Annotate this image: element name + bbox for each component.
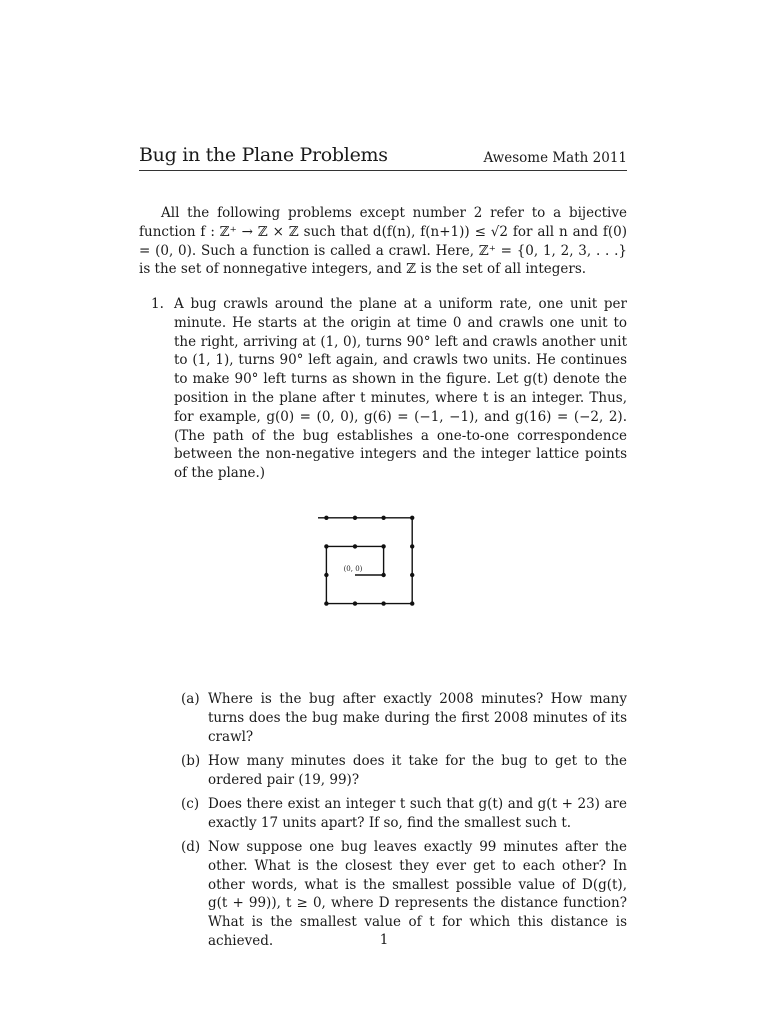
page-number: 1 (379, 932, 389, 948)
part-label: (d) (181, 839, 201, 856)
intro-paragraph: All the following problems except number 2 refer to a bijective function f : ℤ⁺ → ℤ × ℤ such that d(f(n), f(n+1)) ≤ √2 for all n and f(0) = (0, 0). Such a function is called a crawl. Here, ℤ⁺ = {0, 1, 2, 3, . . .} is the set of nonnegative integers, and ℤ is the set of all integers. (139, 205, 627, 278)
part-label: (a) (181, 691, 200, 707)
problem-text: A bug crawls around the plane at a uniform rate, one unit per minute. He starts at the origin at time 0 and crawls one unit to the right, arriving at (1, 0), turns 90° left and crawls another unit to (1, 1), turns 90° left again, and crawls two units. He continues to make 90° left turns as shown in the figure. Let g(t) denote the position in the plane after t minutes, where t is an integer. Thus, for example, g(0) = (0, 0), g(6) = (−1, −1), and g(16) = (−2, 2). (The path of the bug establishes a one-to-one correspondence between the non-negative integers and the integer lattice points of the plane.) (174, 296, 627, 482)
page-header (139, 144, 627, 171)
problem-parts (181, 690, 627, 956)
lattice-point (353, 601, 357, 605)
lattice-point (410, 601, 414, 605)
lattice-point (410, 573, 414, 577)
lattice-point (353, 544, 357, 548)
document-subtitle: Awesome Math 2011 (483, 150, 627, 166)
lattice-point (381, 544, 385, 548)
lattice-point (381, 573, 385, 577)
lattice-point (381, 516, 385, 520)
part-a (181, 690, 627, 746)
part-text: How many minutes does it take for the bug to get to the ordered pair (19, 99)? (208, 752, 627, 788)
part-d (181, 838, 627, 951)
lattice-point (381, 601, 385, 605)
lattice-point (410, 516, 414, 520)
lattice-point (324, 573, 328, 577)
part-text: Where is the bug after exactly 2008 minutes? How many turns does the bug make during the first 2008 minutes of its crawl? (208, 691, 627, 745)
problem-1 (151, 295, 627, 483)
part-c (181, 795, 627, 833)
part-label: (c) (181, 795, 200, 812)
lattice-point (324, 516, 328, 520)
part-text: Now suppose one bug leaves exactly 99 minutes after the other. What is the closest they ever get to each other? In other words, what is the smallest possible value of D(g(t), g(t + 99)), t ≥ 0, where D represents the distance function? What is the smallest value of t for which this distance is achieved. (208, 839, 627, 950)
lattice-point (324, 601, 328, 605)
spiral-path-svg (318, 508, 450, 612)
part-label: (b) (181, 752, 201, 769)
spiral-figure (318, 508, 450, 612)
part-b (181, 752, 627, 790)
problem-number: 1. (151, 296, 164, 312)
lattice-point (353, 516, 357, 520)
lattice-point (324, 544, 328, 548)
lattice-point (410, 544, 414, 548)
origin-label: (0, 0) (343, 565, 363, 573)
document-title: Bug in the Plane Problems (139, 144, 388, 166)
part-text: Does there exist an integer t such that g(t) and g(t + 23) are exactly 17 units apart? If so, find the smallest such t. (208, 795, 627, 831)
